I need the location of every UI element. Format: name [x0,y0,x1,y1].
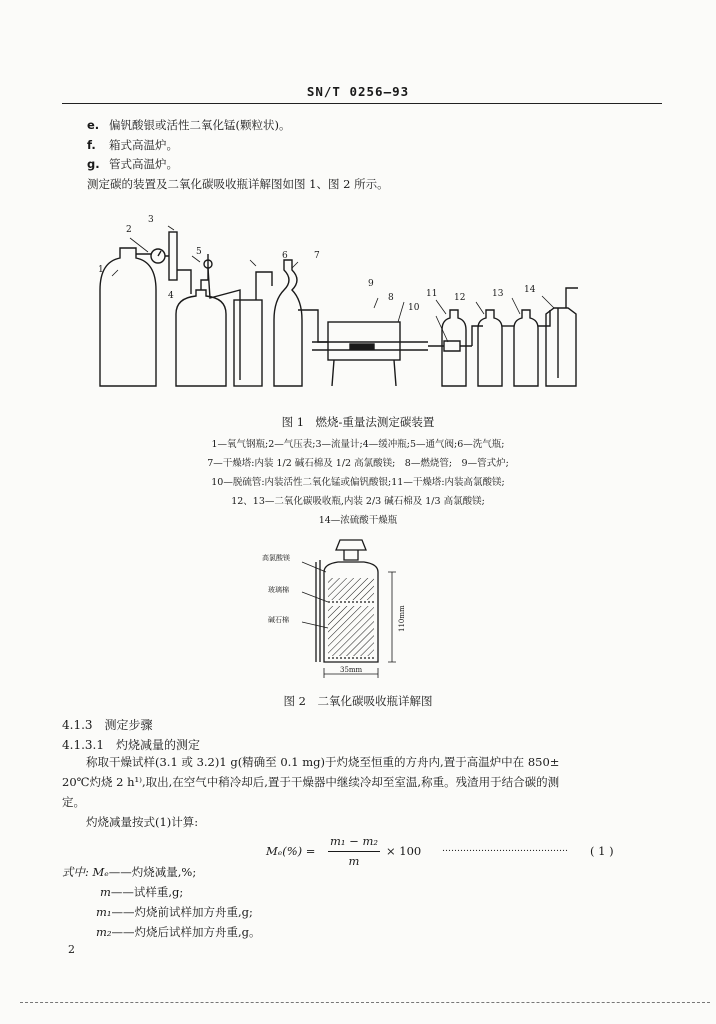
figure1-legend-line: 10—脱硫管:内装活性二氧化锰或偏钒酸银;11—干燥塔:内装高氯酸镁; [211,477,505,488]
where-line [96,922,261,942]
formula-denominator: m [348,854,360,868]
tube-furnace-shape [328,322,400,360]
section-heading-4-1-3-1: 4.1.3.1 灼烧减量的测定 [62,738,200,752]
figure2-height-label: 110mm [398,605,406,632]
bottle-stopper-shape [336,540,366,550]
flowmeter-shape [169,232,177,280]
figure2-caption: 图 2 二氧化碳吸收瓶详解图 [283,694,433,708]
list-item-text: 箱式高温炉。 [109,138,178,152]
figure1-legend-line: 12、13—二氧化碳吸收瓶,内装 2/3 碱石棉及 1/3 高氯酸镁; [231,496,485,507]
fraction-bar [328,851,380,852]
inlet-tube-shape [316,560,320,662]
figure1-number-14: 14 [524,285,536,295]
paragraph-line: 称取干燥试样(3.1 或 3.2)1 g(精确至 0.1 mg)于灼烧至恒重的方舟内,置于高温炉中在 850± [86,755,560,769]
figure1-apparatus-diagram [88,210,598,395]
buffer-bottle-shape [176,290,226,386]
where-line [96,902,253,922]
formula-block [266,834,626,874]
intro-text: 测定碳的装置及二氧化碳吸收瓶详解图如图 1、图 2 所示。 [87,177,389,191]
section-heading-4-1-3: 4.1.3 测定步骤 [62,718,153,732]
figure1-number-9: 9 [368,279,374,289]
figure2-label-bottom: 碱石棉 [268,616,289,624]
formula-numerator: m₁ − m₂ [330,834,378,848]
where-symbol: 式中: Mₑ [62,865,109,879]
formula-intro: 灼烧减量按式(1)计算: [86,815,199,829]
formula-leader: …………………………………… [442,844,568,854]
oxygen-cylinder-shape [100,248,156,386]
figure1-number-7: 7 [314,251,320,261]
figure2-absorption-bottle-diagram [258,532,438,680]
figure1-number-5: 5 [196,247,202,257]
where-symbol: m [100,885,111,899]
figure1-number-4: 4 [168,291,174,301]
page-number: 2 [68,943,75,956]
absorption-bottle-12-shape [478,310,502,386]
list-item-label: e. [87,118,100,132]
formula-times: × 100 [386,844,422,858]
list-item-text: 偏钒酸银或活性二氧化锰(颗粒状)。 [109,118,291,132]
paragraph-line: 定。 [62,795,85,809]
figure1-number-2: 2 [126,225,132,235]
where-line [100,882,183,902]
figure2-label-top: 高氯酸镁 [262,554,290,562]
drying-tower-shape [274,260,302,386]
wash-bottle-shape [234,300,262,386]
figure2-width-label: 35mm [340,666,363,674]
where-text: ——灼烧前试样加方舟重,g; [111,905,253,919]
list-item-text: 管式高温炉。 [109,157,178,171]
where-text: ——灼烧后试样加方舟重,g。 [111,925,261,939]
document-header: SN/T 0256—93 [306,84,410,99]
where-line [62,862,196,882]
figure1-number-11: 11 [426,289,438,299]
figure1-legend-line: 14—浓硫酸干燥瓶 [318,515,398,526]
paragraph-line: 20℃灼烧 2 h¹⁾,取出,在空气中稍冷却后,置于干燥器中继续冷却至室温,称重。残渣用于结合碳的测 [62,775,560,789]
list-item-label: f. [87,138,96,152]
figure1-number-12: 12 [454,293,466,303]
figure1-number-1: 1 [98,265,104,275]
list-item [87,137,178,153]
drying-tower-11-shape [442,310,466,386]
figure1-number-6: 6 [282,251,288,261]
ascarite-layer [328,606,374,656]
figure1-number-3: 3 [148,215,154,225]
bottom-scan-edge [20,1002,710,1003]
absorption-bottle-13-shape [514,310,538,386]
figure1-number-13: 13 [492,289,504,299]
where-text: ——灼烧减量,%; [108,865,197,879]
formula-lhs: Mₑ(%) = [266,844,316,858]
figure1-legend-line: 1—氧气钢瓶;2—气压表;3—流量计;4—缓冲瓶;5—通气阀;6—洗气瓶; [211,439,505,450]
formula-number: ( 1 ) [590,844,614,858]
list-item-label: g. [87,157,100,171]
list-item [87,117,290,133]
figure1-number-10: 10 [408,303,420,313]
header-rule [62,103,662,104]
figure2-label-mid: 玻璃棉 [268,586,289,594]
magnesium-perchlorate-layer [328,578,374,600]
figure1-number-8: 8 [388,293,394,303]
where-text: ——试样重,g; [110,885,184,899]
where-symbol: m₁ [96,905,112,919]
figure1-legend-line: 7—干燥塔:内装 1/2 碱石棉及 1/2 高氯酸镁; 8—燃烧管; 9—管式炉; [207,458,509,469]
figure1-caption: 图 1 燃烧-重量法测定碳装置 [281,415,435,429]
list-item [87,156,178,172]
where-symbol: m₂ [96,925,112,939]
